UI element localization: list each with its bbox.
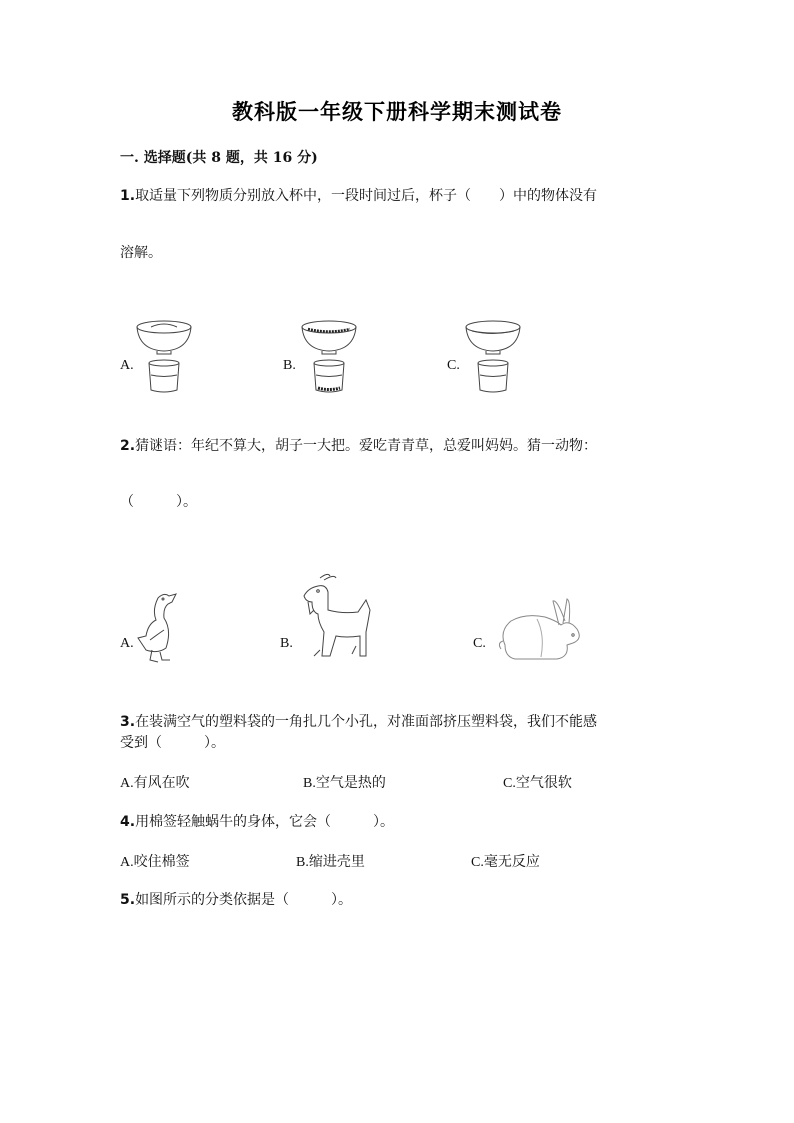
question-number: 2. xyxy=(120,438,136,454)
option-label: B. xyxy=(303,776,316,791)
option-label-c[interactable]: C. xyxy=(447,358,460,373)
duck-image xyxy=(136,590,181,666)
question-number: 1. xyxy=(120,188,136,204)
option-a[interactable] xyxy=(120,851,190,871)
question-3 xyxy=(120,712,597,732)
question-text: 用棉签轻触蜗牛的身体，它会（ ）。 xyxy=(135,814,395,830)
question-text: 如图所示的分类依据是（ ）。 xyxy=(135,892,353,908)
rabbit-image xyxy=(495,595,587,665)
option-text: 空气是热的 xyxy=(315,775,386,791)
option-label-c[interactable]: C. xyxy=(473,636,486,651)
section-heading: 一. 选择题(共 8 题，共 16 分) xyxy=(120,150,318,166)
bowl-particles-cup-image xyxy=(300,318,360,394)
option-label-a[interactable]: A. xyxy=(120,636,134,651)
option-c[interactable] xyxy=(471,851,540,871)
question-text: 猜谜语：年纪不算大，胡子一大把。爱吃青青草，总爱叫妈妈。猜一动物： xyxy=(135,438,598,454)
bowl-powder-cup-image xyxy=(135,318,195,394)
option-label: A. xyxy=(120,776,134,791)
question-3-line2: 受到（ ）。 xyxy=(120,735,225,751)
question-1-line2: 溶解。 xyxy=(120,245,162,261)
page-title: 教科版一年级下册科学期末测试卷 xyxy=(232,99,562,124)
bowl-liquid-cup-image xyxy=(464,318,524,394)
option-label: B. xyxy=(296,855,309,870)
question-text: 取适量下列物质分别放入杯中，一段时间过后，杯子（ ）中的物体没有 xyxy=(135,188,598,204)
option-b[interactable] xyxy=(303,772,386,792)
option-text: 空气很软 xyxy=(515,775,572,791)
question-2-line2: （ ）。 xyxy=(120,494,197,510)
option-c[interactable] xyxy=(503,772,572,792)
question-text: 在装满空气的塑料袋的一角扎几个小孔，对准面部挤压塑料袋，我们不能感 xyxy=(135,714,598,730)
question-2 xyxy=(120,436,597,456)
option-label: C. xyxy=(503,776,516,791)
question-4 xyxy=(120,812,394,832)
option-text: 毫无反应 xyxy=(483,854,540,870)
option-text: 有风在吹 xyxy=(133,775,190,791)
option-label: A. xyxy=(120,855,134,870)
question-1 xyxy=(120,186,597,206)
option-label-b[interactable]: B. xyxy=(283,358,296,373)
option-a[interactable] xyxy=(120,772,190,792)
goat-image xyxy=(300,570,376,666)
option-text: 咬住棉签 xyxy=(133,854,190,870)
option-text: 缩进壳里 xyxy=(308,854,365,870)
question-number: 5. xyxy=(120,892,136,908)
option-b[interactable] xyxy=(296,851,365,871)
option-label-a[interactable]: A. xyxy=(120,358,134,373)
option-label: C. xyxy=(471,855,484,870)
question-5 xyxy=(120,890,352,910)
question-number: 3. xyxy=(120,714,136,730)
option-label-b[interactable]: B. xyxy=(280,636,293,651)
question-number: 4. xyxy=(120,814,136,830)
